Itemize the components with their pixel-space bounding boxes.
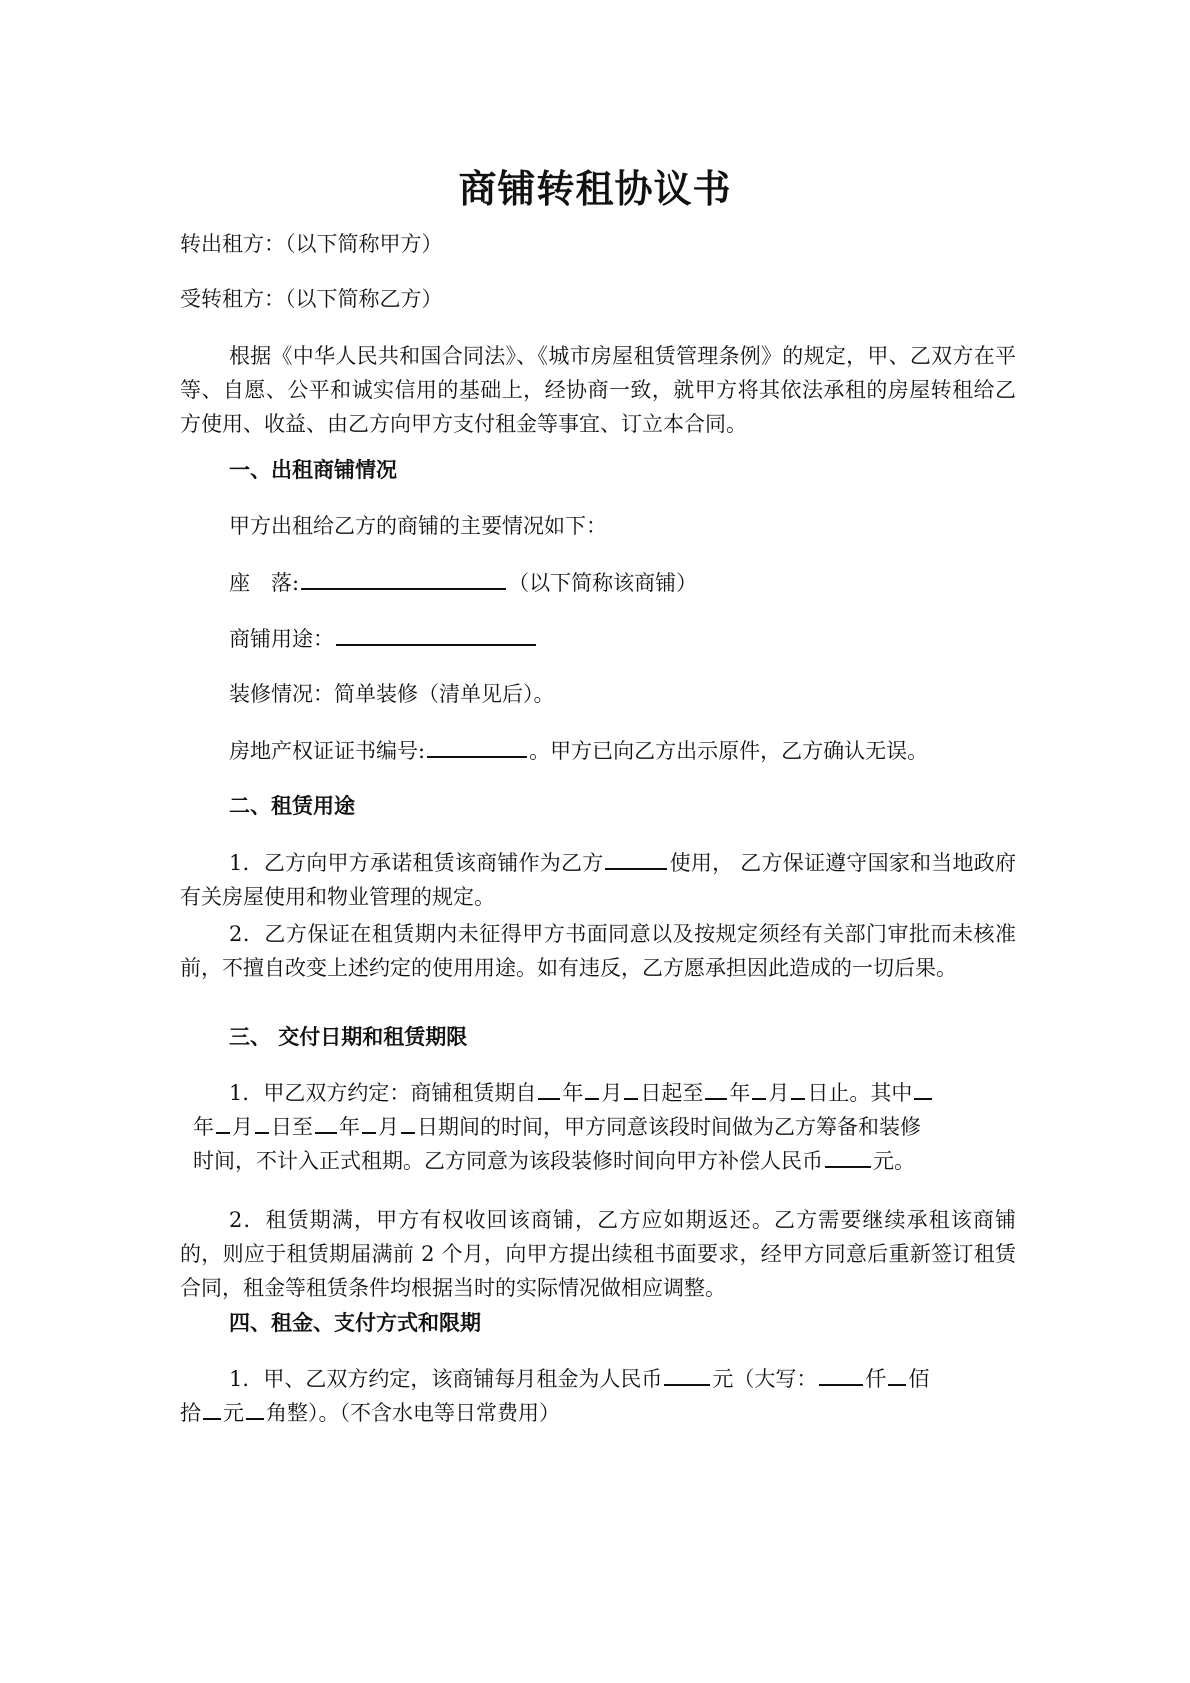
s3-text: 年: [193, 1115, 214, 1139]
s3-text: 月: [768, 1081, 790, 1105]
s3-text: 月: [378, 1115, 399, 1139]
year-blank: [705, 1076, 727, 1100]
section-3-paragraph-2: 2．租赁期满，甲方有权收回该商铺，乙方应如期返还。乙方需要继续承租该商铺的，则应于租赁期届满前 2 个月，向甲方提出续租书面要求，经甲方同意后重新签订租赁合同，租金等租赁条件均根据当时的实际情况做相应调整。: [180, 1208, 1016, 1300]
s4-text: 角整）。（不含水电等日常费用）: [266, 1401, 560, 1425]
cert-line: [229, 734, 1069, 767]
s3-p1-line-1: [229, 1076, 1069, 1110]
yuan-blank: [246, 1396, 264, 1420]
thousand-blank: [819, 1362, 863, 1386]
s3-p1-line-2: [193, 1110, 1033, 1144]
s4-text: 拾: [180, 1401, 201, 1425]
s4-p1-line-1: [229, 1362, 1069, 1396]
preamble-paragraph: 根据《中华人民共和国合同法》、《城市房屋租赁管理条例》的规定，甲、乙双方在平等、自愿、公平和诚实信用的基础上，经协商一致，就甲方将其依法承租的房屋转租给乙方使用、收益、由乙方向甲方支付租金等事宜、订立本合同。: [180, 344, 1016, 436]
day-blank: [624, 1076, 638, 1100]
s4-text: 仟: [865, 1367, 887, 1391]
s3-text: 日至: [271, 1115, 313, 1139]
location-line: [229, 566, 1069, 599]
section-2-heading: 二、租赁用途: [229, 794, 355, 818]
month-blank: [752, 1076, 766, 1100]
section-3-heading: 三、 交付日期和租赁期限: [229, 1025, 468, 1049]
section-2-paragraph-1: [180, 846, 1016, 914]
section-4-heading: 四、租金、支付方式和限期: [229, 1311, 481, 1335]
cert-blank: [427, 734, 527, 758]
s3-text: 日期间的时间，甲方同意该段时间做为乙方筹备和装修: [417, 1115, 921, 1139]
use-blank: [336, 622, 536, 646]
s3-text: 时间，不计入正式租期。乙方同意为该段装修时间向甲方补偿人民币: [193, 1149, 823, 1173]
use-label: 商铺用途：: [229, 627, 334, 651]
location-label: 座 落:: [229, 571, 300, 595]
hundred-blank: [888, 1362, 906, 1386]
day-blank: [401, 1110, 415, 1134]
s3-text: 元。: [873, 1149, 915, 1173]
s3-text: 年: [562, 1081, 584, 1105]
decoration-line: 装修情况：简单装修（清单见后）。: [229, 682, 555, 706]
day-blank: [791, 1076, 805, 1100]
year-blank: [914, 1076, 932, 1100]
s3-text: 月: [232, 1115, 253, 1139]
section-1-heading: 一、出租商铺情况: [229, 458, 397, 482]
document-title: 商铺转租协议书: [458, 167, 732, 211]
section-2-paragraph-2: 2．乙方保证在租赁期内未征得甲方书面同意以及按规定须经有关部门审批而未核准前，不擅自改变上述约定的使用用途。如有违反，乙方愿承担因此造成的一切后果。: [180, 922, 1016, 980]
s4-p1-line-2: [180, 1396, 1020, 1430]
s2-p1-blank: [605, 846, 667, 870]
s3-text: 1．甲乙双方约定：商铺租赁期自: [229, 1081, 537, 1105]
party-a-line: 转出租方：（以下简称甲方）: [180, 232, 443, 256]
s3-text: 月: [601, 1081, 623, 1105]
ten-blank: [203, 1396, 221, 1420]
cert-suffix: 。甲方已向乙方出示原件，乙方确认无误。: [529, 739, 929, 763]
location-suffix: （以下简称该商铺）: [508, 571, 698, 595]
s4-text: 佰: [908, 1367, 930, 1391]
section-1-intro: 甲方出租给乙方的商铺的主要情况如下：: [229, 514, 607, 538]
party-b-line: 受转租方：（以下简称乙方）: [180, 287, 443, 311]
s4-text: 1．甲、乙双方约定，该商铺每月租金为人民币: [229, 1367, 663, 1391]
s3-text: 日起至: [640, 1081, 704, 1105]
s3-text: 日止。其中: [807, 1081, 913, 1105]
compensation-blank: [825, 1144, 871, 1168]
cert-label: 房地产权证证书编号:: [229, 739, 426, 763]
s3-p1-line-3: [193, 1144, 1033, 1178]
s4-text: 元: [223, 1401, 244, 1425]
year-blank: [315, 1110, 337, 1134]
s3-text: 年: [339, 1115, 360, 1139]
use-line: [229, 622, 1069, 655]
month-blank: [585, 1076, 599, 1100]
s3-text: 年: [729, 1081, 751, 1105]
s2-p1-text-a: 1．乙方向甲方承诺租赁该商铺作为乙方: [229, 851, 604, 875]
day-blank: [255, 1110, 269, 1134]
month-blank: [362, 1110, 376, 1134]
year-blank: [538, 1076, 560, 1100]
s4-text: 元（大写：: [712, 1367, 818, 1391]
s2-p1-text-b: 使用， 乙方保证遵守国家和当地政府有关房屋使用和物业管理的规定。: [180, 851, 1016, 909]
location-blank: [301, 566, 506, 590]
month-blank: [216, 1110, 230, 1134]
rent-blank: [664, 1362, 710, 1386]
